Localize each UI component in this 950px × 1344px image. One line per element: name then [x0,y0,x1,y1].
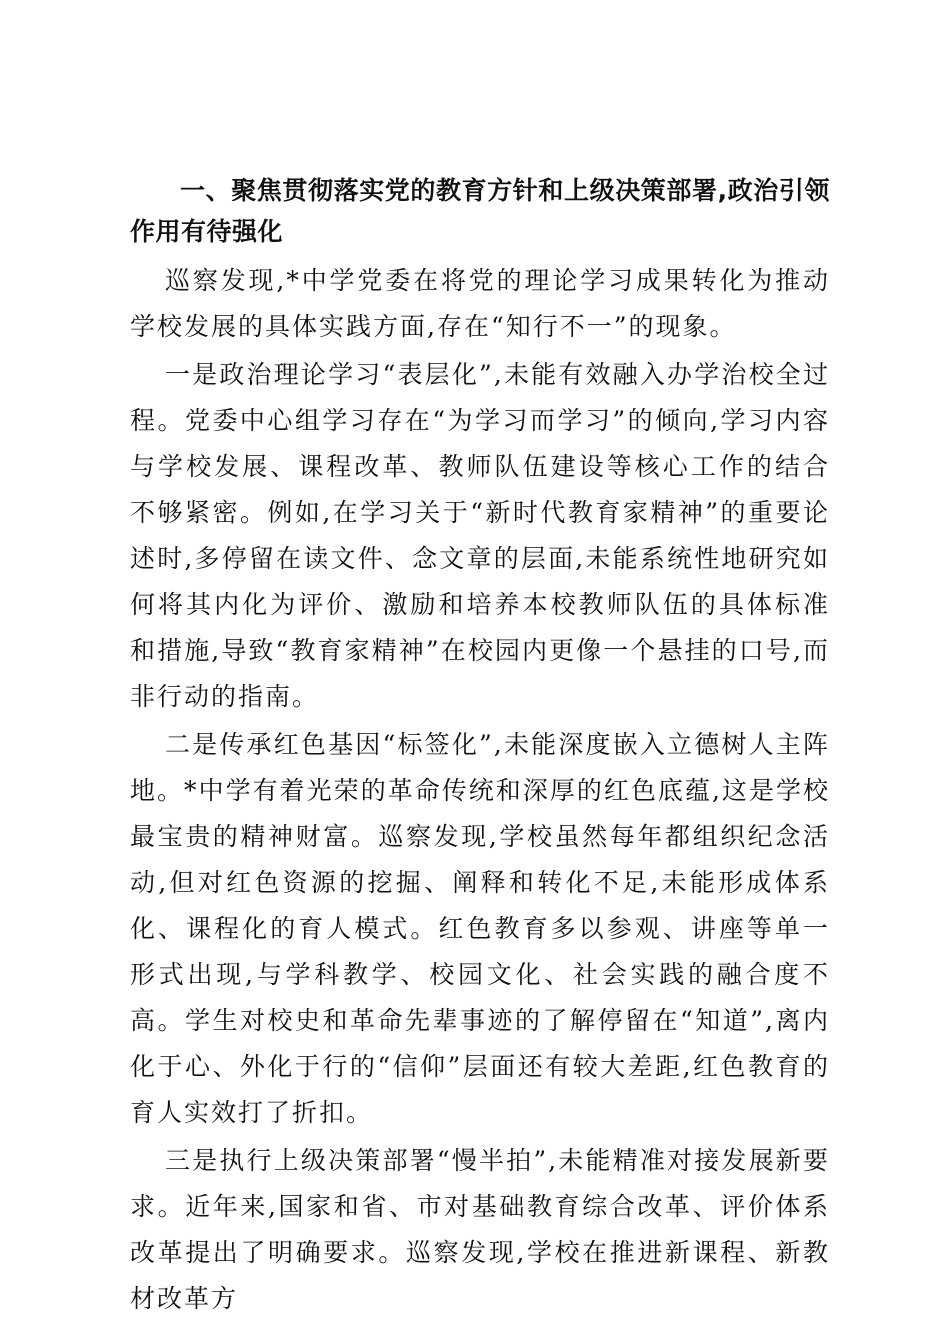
paragraph-intro: 巡察发现,*中学党委在将党的理论学习成果转化为推动学校发展的具体实践方面,存在“知行不一”的现象。 [130,266,830,341]
document-body [130,170,830,1324]
section-heading: 一、聚焦贯彻落实党的教育方针和上级决策部署,政治引领作用有待强化 [130,176,830,246]
paragraph-point-three: 三是执行上级决策部署“慢半拍”,未能精准对接发展新要求。近年来,国家和省、市对基础教育综合改革、评价体系改革提出了明确要求。巡察发现,学校在推进新课程、新教材改革方 [130,1146,830,1313]
paragraph-point-one: 一是政治理论学习“表层化”,未能有效融入办学治校全过程。党委中心组学习存在“为学习而学习”的倾向,学习内容与学校发展、课程改革、教师队伍建设等核心工作的结合不够紧密。例如,在学习关于“新时代教育家精神”的重要论述时,多停留在读文件、念文章的层面,未能系统性地研究如何将其内化为评价、激励和培养本校教师队伍的具体标准和措施,导致“教育家精神”在校园内更像一个悬挂的口号,而非行动的指南。 [130,360,830,711]
paragraph-point-two: 二是传承红色基因“标签化”,未能深度嵌入立德树人主阵地。*中学有着光荣的革命传统和深厚的红色底蕴,这是学校最宝贵的精神财富。巡察发现,学校虽然每年都组织纪念活动,但对红色资源的挖掘、阐释和转化不足,未能形成体系化、课程化的育人模式。红色教育多以参观、讲座等单一形式出现,与学科教学、校园文化、社会实践的融合度不高。学生对校史和革命先辈事迹的了解停留在“知道”,离内化于心、外化于行的“信仰”层面还有较大差距,红色教育的育人实效打了折扣。 [130,730,830,1127]
